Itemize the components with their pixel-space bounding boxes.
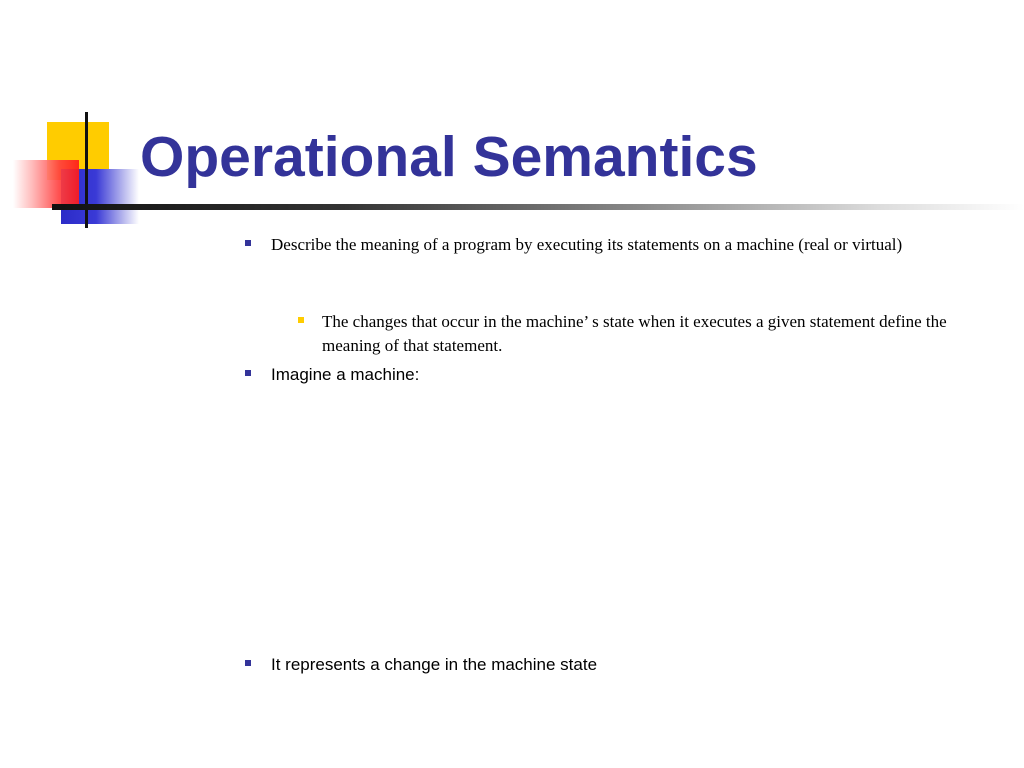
square-bullet-icon xyxy=(245,660,251,666)
square-bullet-icon xyxy=(298,317,304,323)
bullet-item xyxy=(245,363,965,387)
slide-title: Operational Semantics xyxy=(140,125,758,189)
decor-vertical-line xyxy=(85,112,88,228)
bullet-text: Describe the meaning of a program by executing its statements on a machine (real or virtual) xyxy=(271,235,903,254)
sub-bullet-item xyxy=(298,310,988,358)
square-bullet-icon xyxy=(245,240,251,246)
square-bullet-icon xyxy=(245,370,251,376)
sub-bullet-text: The changes that occur in the machine’ s state when it executes a given statement define the meaning of that statement. xyxy=(322,312,947,355)
bullet-item xyxy=(245,653,965,677)
title-underline xyxy=(52,204,1024,210)
bullet-text: It represents a change in the machine state xyxy=(271,655,598,674)
bullet-text: Imagine a machine: xyxy=(271,365,420,384)
bullet-item xyxy=(245,233,965,257)
decor-red-square xyxy=(13,160,79,208)
